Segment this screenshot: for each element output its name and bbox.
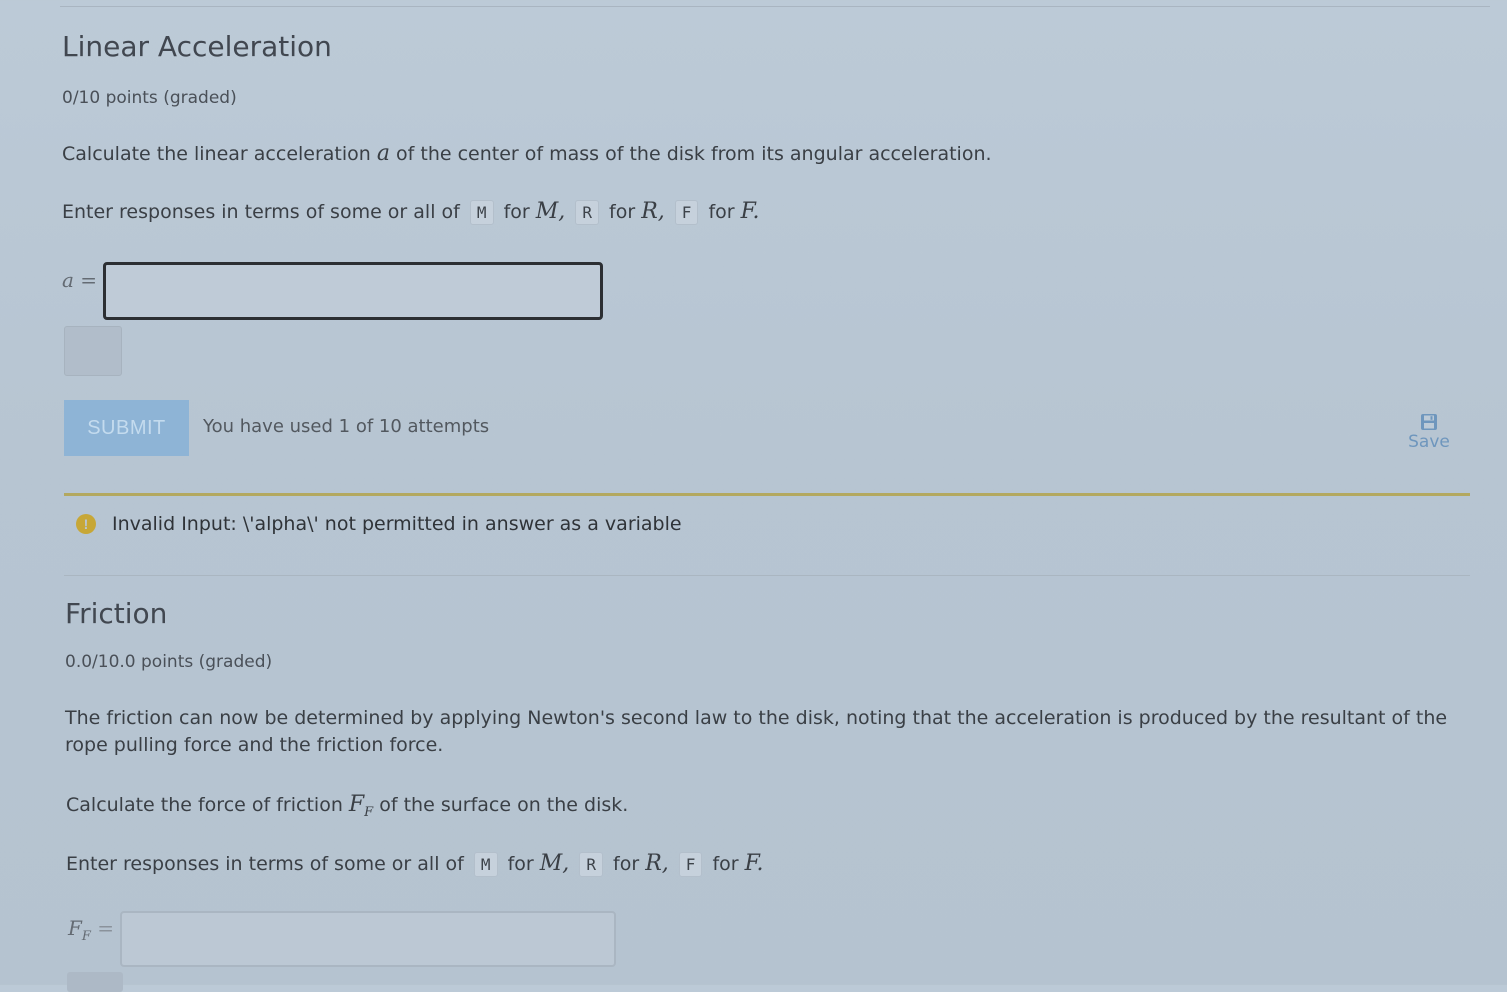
answer-preview-box xyxy=(67,972,123,992)
save-label: Save xyxy=(1408,432,1450,452)
problem-friction xyxy=(65,597,167,630)
problem-points: 0.0/10.0 points (graded) xyxy=(65,652,273,672)
warning-icon: ! xyxy=(76,514,96,534)
problem-linear-acceleration xyxy=(62,30,332,63)
instructions-pre: Enter responses in terms of some or all of xyxy=(62,201,460,223)
answer-label: a = xyxy=(62,268,98,292)
answer-input-ff[interactable] xyxy=(120,911,616,967)
math-f: F. xyxy=(744,851,764,876)
problem-title: Linear Acceleration xyxy=(62,30,332,63)
answer-preview-box xyxy=(64,326,122,376)
feedback-message xyxy=(76,513,682,535)
top-divider xyxy=(60,6,1490,7)
instructions-text xyxy=(66,851,764,877)
for-word: for xyxy=(503,201,530,223)
for-word: for xyxy=(712,853,739,875)
math-m: M, xyxy=(535,199,566,224)
feedback-divider xyxy=(64,493,1470,496)
variable-chip-f: F xyxy=(675,200,699,225)
problem-points: 0/10 points (graded) xyxy=(62,88,237,108)
variable-chip-m: M xyxy=(474,852,498,877)
math-m: M, xyxy=(539,851,570,876)
question-text xyxy=(66,792,628,820)
question-variable-subscript: F xyxy=(364,804,374,820)
answer-input-a[interactable] xyxy=(103,262,603,320)
answer-row xyxy=(68,911,616,967)
attempts-count: You have used 1 of 10 attempts xyxy=(203,416,490,437)
answer-label-equals: = xyxy=(97,916,115,940)
instructions-text xyxy=(62,199,760,225)
for-word: for xyxy=(708,201,735,223)
save-icon xyxy=(1420,413,1438,431)
answer-label-subscript: F xyxy=(81,929,91,944)
question-text-post: of the surface on the disk. xyxy=(373,794,629,816)
question-text-pre: Calculate the force of friction xyxy=(66,794,349,816)
submit-button[interactable]: SUBMIT xyxy=(64,400,189,456)
math-r: R, xyxy=(641,199,665,224)
for-word: for xyxy=(613,853,640,875)
problem-title: Friction xyxy=(65,597,168,630)
problem-description: The friction can now be determined by applying Newton's second law to the disk, noting that the acceleration is produced by the resultant of the rope pulling force and the friction force. xyxy=(65,707,1448,756)
question-text-pre: Calculate the linear acceleration xyxy=(62,143,377,165)
question-text xyxy=(62,141,992,166)
question-variable: a xyxy=(376,141,390,166)
variable-chip-m: M xyxy=(470,200,494,225)
math-f: F. xyxy=(740,199,760,224)
save-button[interactable] xyxy=(1404,413,1454,452)
variable-chip-f: F xyxy=(679,852,703,877)
variable-chip-r: R xyxy=(575,200,599,225)
for-word: for xyxy=(609,201,636,223)
math-r: R, xyxy=(645,851,669,876)
answer-label xyxy=(68,916,114,944)
question-text-post: of the center of mass of the disk from its angular acceleration. xyxy=(390,143,992,165)
variable-chip-r: R xyxy=(579,852,603,877)
answer-row xyxy=(62,262,603,320)
answer-label-variable: F xyxy=(68,916,82,940)
for-word: for xyxy=(507,853,534,875)
feedback-text: Invalid Input: \'alpha\' not permitted in answer as a variable xyxy=(112,513,682,535)
problem-divider xyxy=(64,575,1470,576)
question-variable: F xyxy=(348,792,365,817)
instructions-pre: Enter responses in terms of some or all of xyxy=(66,853,464,875)
